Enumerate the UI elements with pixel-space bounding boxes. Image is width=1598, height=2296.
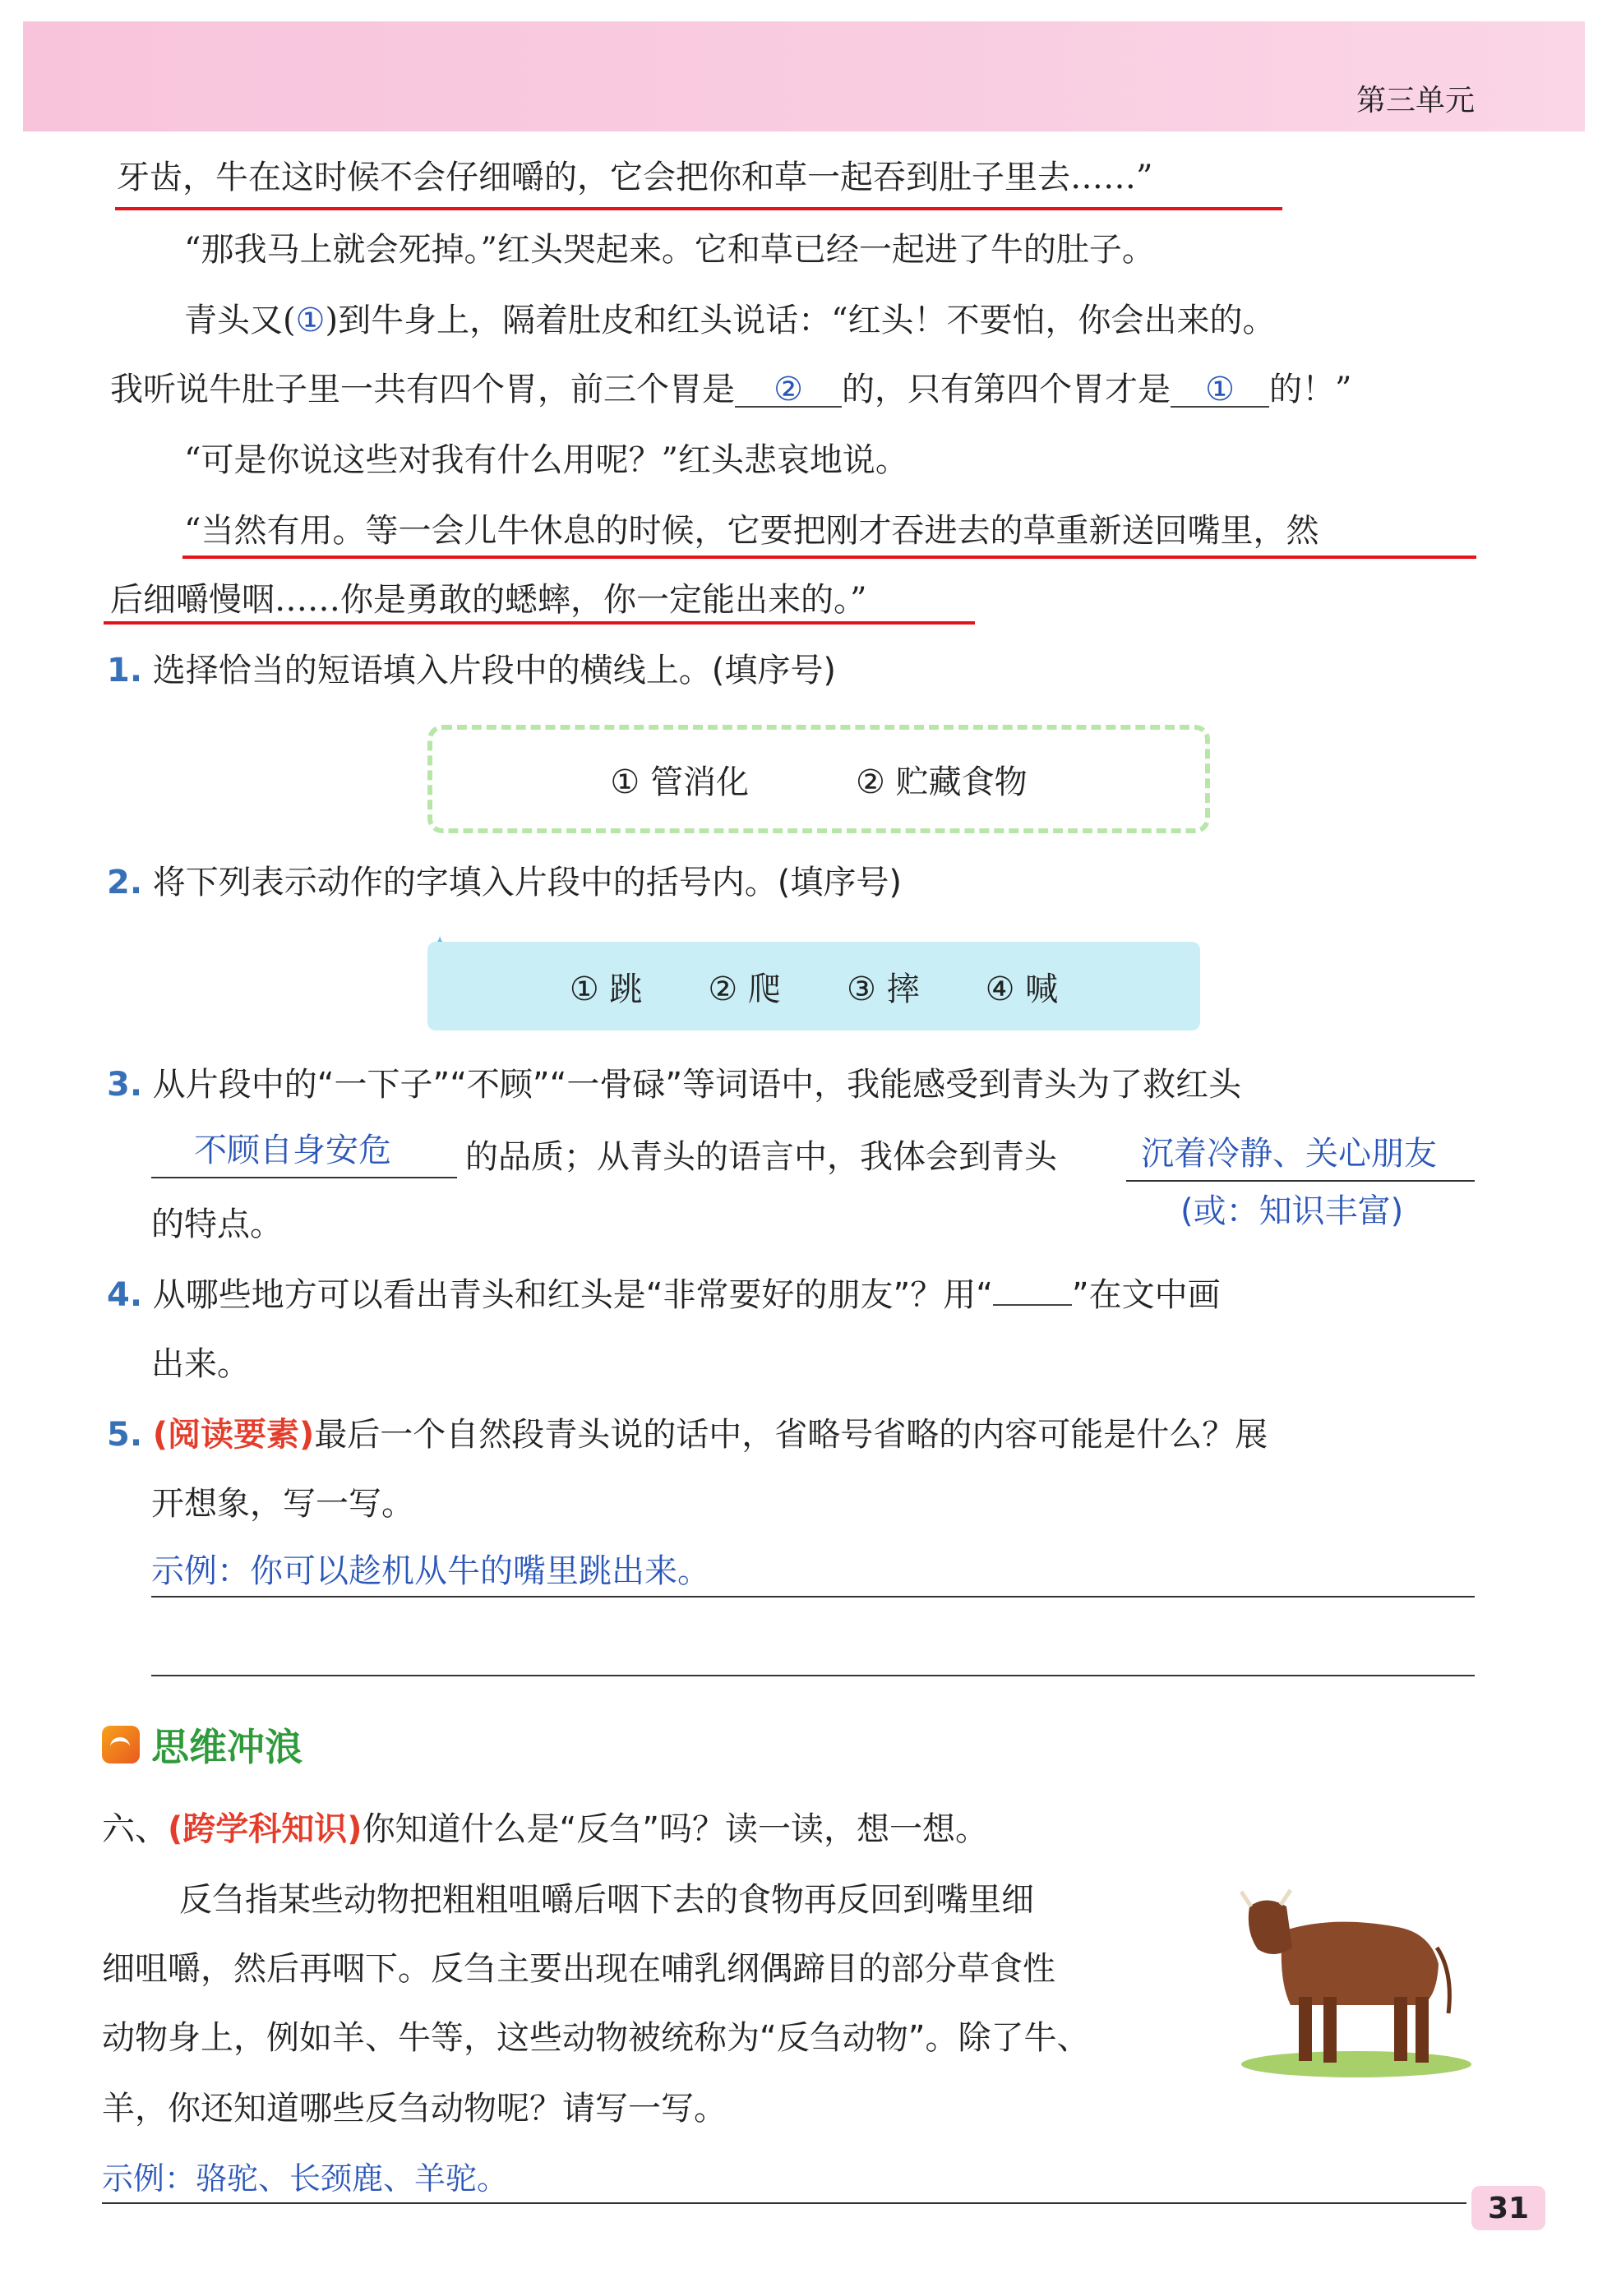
passage-line-3: [184, 304, 1483, 337]
question-number: 4.: [107, 1276, 143, 1314]
question-text: 最后一个自然段青头说的话中，省略号省略的内容可能是什么？展: [314, 1416, 1268, 1454]
wave-icon: [102, 1726, 140, 1763]
option-box-2: [427, 942, 1200, 1030]
red-underline-3: [104, 621, 975, 625]
para-line-2: 细咀嚼，然后再咽下。反刍主要出现在哺乳纲偶蹄目的部分草食性: [102, 1950, 1055, 1988]
cow-leg: [1394, 1997, 1407, 2061]
cow-leg: [1416, 1997, 1429, 2063]
answer-line: [102, 2202, 1466, 2204]
section-title: [102, 1717, 303, 1772]
question-text: ”在文中画: [1071, 1276, 1221, 1314]
question-4-line-1: [107, 1276, 1483, 1314]
red-underline-1: [115, 207, 1282, 210]
question-3-line-2: 的品质；从青头的语言中，我体会到青头: [465, 1138, 1057, 1176]
page-number: 31: [1471, 2186, 1545, 2230]
blank-2: ①: [1171, 373, 1269, 408]
question-text: 选择恰当的短语填入片段中的横线上。(填序号): [152, 652, 836, 689]
option-item: ① 跳: [569, 970, 643, 1008]
question-number: 2.: [107, 864, 143, 901]
question-5-line-2: 开想象，写一写。: [151, 1485, 414, 1523]
answer-line: [151, 1596, 1475, 1598]
passage-line-4-b: 的，只有第四个胃才是: [842, 371, 1171, 408]
cow-head: [1249, 1901, 1292, 1955]
para-line-1: 反刍指某些动物把粗粗咀嚼后咽下去的食物再反回到嘴里细: [179, 1881, 1034, 1919]
question-1: [107, 654, 1483, 687]
answer-line: [1126, 1180, 1475, 1182]
answer-q6: 示例：骆驼、长颈鹿、羊驼。: [102, 2160, 509, 2197]
cow-leg: [1323, 1997, 1337, 2063]
answer-line: [151, 1177, 457, 1178]
passage-line-6: “当然有用。等一会儿牛休息的时候，它要把刚才吞进去的草重新送回嘴里，然: [184, 512, 1319, 550]
passage-line-2: “那我马上就会死掉。”红头哭起来。它和草已经一起进了牛的肚子。: [184, 231, 1155, 269]
option-box-1: [427, 725, 1210, 833]
question-4-line-2: 出来。: [151, 1345, 250, 1383]
passage-line-4-c: 的！”: [1269, 371, 1352, 408]
unit-label: 第三单元: [1356, 84, 1475, 118]
question-text: 从片段中的“一下子”“不顾”“一骨碌”等词语中，我能感受到青头为了救红头: [152, 1066, 1242, 1104]
answer-line: [151, 1675, 1475, 1676]
passage-line-3-b: )到牛身上，隔着肚皮和红头说话：“红头！不要怕，你会出来的。: [325, 302, 1276, 339]
passage-line-5: “可是你说这些对我有什么用呢？”红头悲哀地说。: [184, 441, 908, 479]
passage-line-3-a: 青头又(: [184, 302, 296, 339]
option-item: ② 贮藏食物: [856, 763, 1028, 801]
grass-patch: [1241, 2051, 1471, 2077]
question-text: 从哪些地方可以看出青头和红头是“非常要好的朋友”？用“: [152, 1276, 993, 1314]
para-line-3: 动物身上，例如羊、牛等，这些动物被统称为“反刍动物”。除了牛、: [102, 2019, 1090, 2057]
section-title-text: 思维冲浪: [151, 1725, 303, 1769]
question-5-line-1: [107, 1416, 1483, 1454]
question-number: 3.: [107, 1066, 143, 1104]
blank-1: ②: [735, 373, 842, 408]
underline-sample: [993, 1304, 1072, 1306]
passage-line-1: 牙齿，牛在这时候不会仔细嚼的，它会把你和草一起吞到肚子里去……”: [117, 159, 1153, 196]
option-item: ② 爬: [708, 970, 781, 1008]
question-6: [102, 1810, 1483, 1848]
cow-body: [1282, 1922, 1439, 2005]
question-3-line-3: 的特点。: [151, 1206, 283, 1243]
question-2: [107, 866, 1483, 899]
passage-line-4-a: 我听说牛肚子里一共有四个胃，前三个胃是: [110, 371, 735, 408]
cross-subject-tag: (跨学科知识): [168, 1810, 363, 1848]
cow-leg: [1299, 1997, 1312, 2061]
reading-element-tag: (阅读要素): [152, 1416, 315, 1454]
option-item: ③ 摔: [847, 970, 920, 1008]
para-line-4: 羊，你还知道哪些反刍动物呢？请写一写。: [102, 2090, 727, 2128]
question-text: 将下列表示动作的字填入片段中的括号内。(填序号): [152, 864, 902, 901]
question-text: 你知道什么是“反刍”吗？读一读，想一想。: [362, 1810, 989, 1848]
answer-q3-1: 不顾自身安危: [194, 1132, 391, 1169]
answer-q5: 示例：你可以趁机从牛的嘴里跳出来。: [151, 1552, 710, 1590]
cow-illustration: [1233, 1882, 1471, 2079]
passage-line-7: 后细嚼慢咽……你是勇敢的蟋蟀，你一定能出来的。”: [110, 581, 867, 619]
passage-line-4: [110, 373, 1483, 408]
paren-answer: ①: [295, 302, 326, 339]
question-number: 1.: [107, 652, 143, 689]
header-band: [23, 21, 1585, 131]
question-number: 5.: [107, 1416, 143, 1454]
option-item: ① 管消化: [610, 763, 749, 801]
option-item: ④ 喊: [985, 970, 1059, 1008]
answer-q3-2-alt: (或：知识丰富): [1180, 1192, 1404, 1230]
red-underline-2: [182, 556, 1476, 559]
question-prefix: 六、: [102, 1810, 168, 1848]
question-3-line-1: [107, 1066, 1483, 1104]
cow-tail: [1437, 1948, 1449, 2013]
answer-q3-2: 沉着冷静、关心朋友: [1141, 1135, 1437, 1173]
